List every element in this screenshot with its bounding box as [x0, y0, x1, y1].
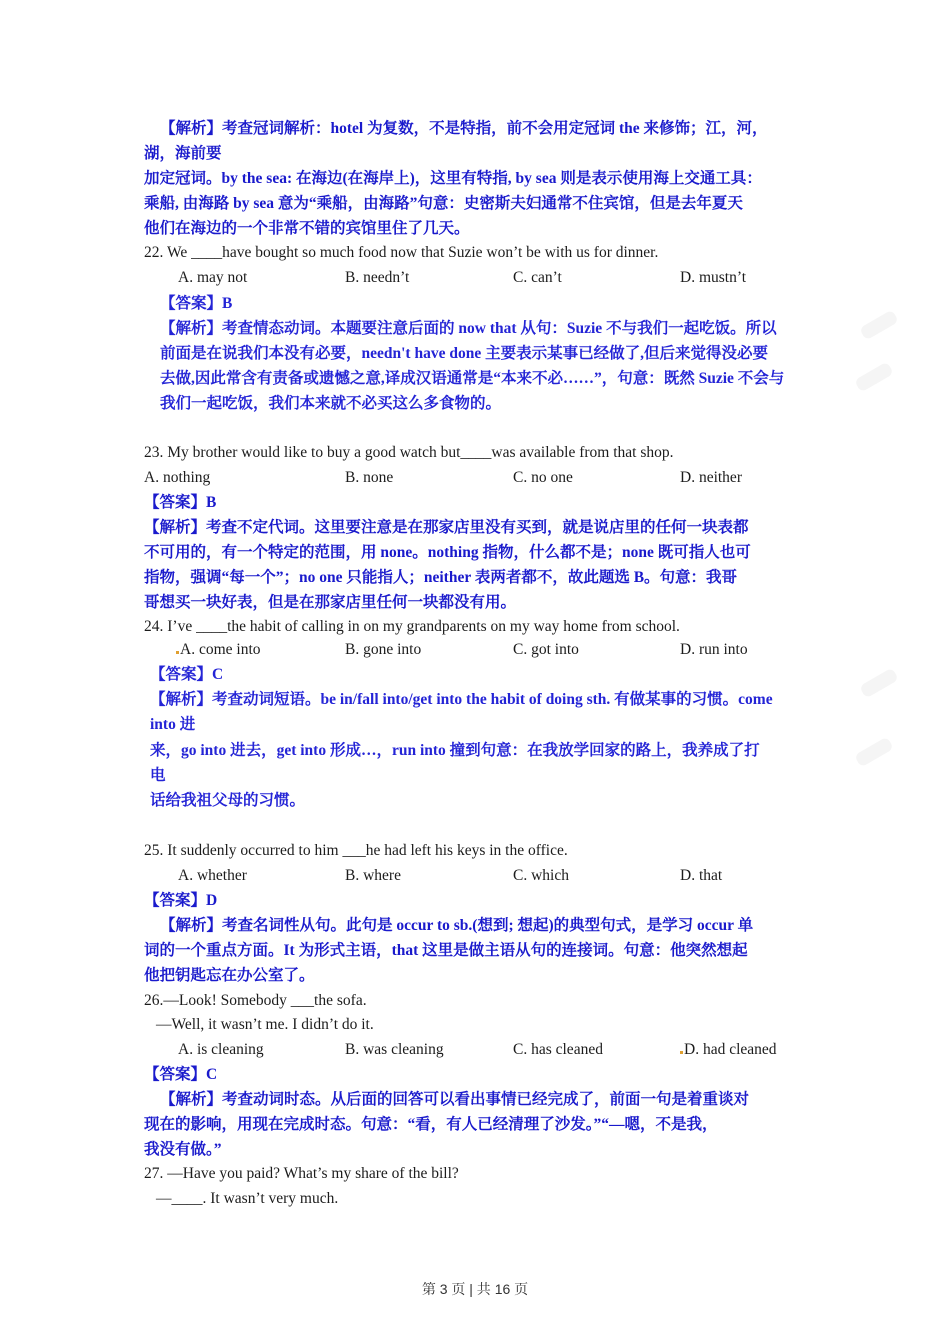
analysis-line: 他把钥匙忘在办公室了。	[144, 967, 315, 984]
question-stem-reply: —Well, it wasn’t me. I didn’t do it.	[156, 1016, 374, 1033]
analysis-line: 前面是在说我们本没有必要，needn't have done 主要表示某事已经做了,但后来觉得没必要	[160, 345, 768, 362]
option-a: A. is cleaning	[178, 1041, 264, 1058]
cursor-mark	[680, 1051, 683, 1054]
option-a: A. whether	[178, 867, 247, 884]
option-b: B. was cleaning	[345, 1041, 444, 1058]
option-c: C. has cleaned	[513, 1041, 603, 1058]
question-stem: 23. My brother would like to buy a good watch but____was available from that shop.	[144, 444, 674, 461]
analysis-line: 【解析】考查不定代词。这里要注意是在那家店里没有买到，就是说店里的任何一块表都	[144, 519, 749, 536]
option-b: B. where	[345, 867, 401, 884]
answer-label: 【答案】B	[144, 494, 217, 511]
q21-analysis-line: 【解析】考查冠词解析：hotel 为复数，不是特指，前不会用定冠词 the 来修饰；江，河，	[160, 120, 768, 137]
option-d: D. mustn’t	[680, 269, 747, 286]
watermark	[859, 309, 899, 340]
question-stem: 27. —Have you paid? What’s my share of the bill?	[144, 1165, 459, 1182]
option-a: A. nothing	[144, 469, 211, 486]
analysis-line: 来，go into 进去，get into 形成…，run into 撞到句意：在我放学回家的路上，我养成了打	[150, 742, 760, 759]
q21-analysis-line: 乘船, 由海路 by sea 意为“乘船，由海路”句意：史密斯夫妇通常不住宾馆，但是去年夏天	[144, 195, 743, 212]
q21-analysis-line: 加定冠词。by the sea: 在海边(在海岸上)，这里有特指, by sea 则是表示使用海上交通工具：	[144, 170, 762, 187]
analysis-line: 指物，强调“每一个”；no one 只能指人；neither 表两者都不，故此题选 B。句意：我哥	[144, 569, 738, 586]
option-c: C. got into	[513, 641, 579, 658]
question-stem-reply: —____. It wasn’t very much.	[156, 1190, 339, 1207]
answer-label: 【答案】D	[144, 892, 218, 909]
option-d: D. run into	[680, 641, 748, 658]
option-d: D. that	[680, 867, 723, 884]
option-d-wrap	[680, 1037, 777, 1062]
option-b: B. none	[345, 469, 394, 486]
option-c: C. no one	[513, 469, 573, 486]
option-a: A. come into	[180, 641, 261, 658]
option-d: D. neither	[680, 469, 742, 486]
page-number-footer: 第 3 页 | 共 16 页	[421, 1281, 529, 1297]
analysis-line: 现在的影响，用现在完成时态。句意：“看，有人已经清理了沙发。”“—嗯，不是我，	[144, 1116, 718, 1133]
analysis-line: 【解析】考查情态动词。本题要注意后面的 now that 从句：Suzie 不与我们一起吃饭。所以	[160, 320, 777, 337]
question-stem: 26.—Look! Somebody ___the sofa.	[144, 992, 367, 1009]
watermark	[854, 361, 894, 392]
option-d: D. had cleaned	[684, 1041, 777, 1058]
answer-label: 【答案】C	[144, 1066, 218, 1083]
watermark	[859, 667, 899, 698]
question-stem: 24. I’ve ____the habit of calling in on my grandparents on my way home from school.	[144, 618, 680, 635]
analysis-line: 词的一个重点方面。It 为形式主语，that 这里是做主语从句的连接词。句意：他突然想起	[144, 942, 748, 959]
option-a-wrap	[176, 637, 261, 662]
answer-label: 【答案】C	[150, 666, 224, 683]
option-a: A. may not	[178, 269, 248, 286]
analysis-line: 【解析】考查名词性从句。此句是 occur to sb.(想到; 想起)的典型句式，是学习 occur 单	[160, 917, 754, 934]
option-b: B. gone into	[345, 641, 422, 658]
analysis-line: 我没有做。”	[144, 1141, 222, 1158]
q21-analysis-line: 湖，海前要	[144, 145, 222, 162]
analysis-line: 不可用的，有一个特定的范围，用 none。nothing 指物，什么都不是；none 既可指人也可	[144, 544, 751, 561]
analysis-line: 哥想买一块好表，但是在那家店里任何一块都没有用。	[144, 594, 517, 611]
analysis-line: 去做,因此常含有责备或遗憾之意,译成汉语通常是“本来不必……”，句意：既然 Suzie 不会与	[160, 370, 785, 387]
q21-analysis-line: 他们在海边的一个非常不错的宾馆里住了几天。	[144, 220, 470, 237]
cursor-mark	[176, 651, 179, 654]
analysis-line: into 进	[150, 716, 196, 733]
analysis-line: 【解析】考查动词时态。从后面的回答可以看出事情已经完成了，前面一句是着重谈对	[160, 1091, 750, 1108]
option-b: B. needn’t	[345, 269, 410, 286]
analysis-line: 电	[150, 767, 166, 784]
option-c: C. can’t	[513, 269, 562, 286]
question-stem: 25. It suddenly occurred to him ___he had left his keys in the office.	[144, 842, 568, 859]
option-c: C. which	[513, 867, 569, 884]
analysis-line: 话给我祖父母的习惯。	[150, 792, 306, 809]
watermark	[854, 736, 894, 767]
analysis-line: 我们一起吃饭，我们本来就不必买这么多食物的。	[160, 395, 502, 412]
analysis-line: 【解析】考查动词短语。be in/fall into/get into the habit of doing sth. 有做某事的习惯。come	[150, 691, 773, 708]
answer-label: 【答案】B	[160, 295, 233, 312]
question-stem: 22. We ____have bought so much food now that Suzie won’t be with us for dinner.	[144, 244, 659, 261]
